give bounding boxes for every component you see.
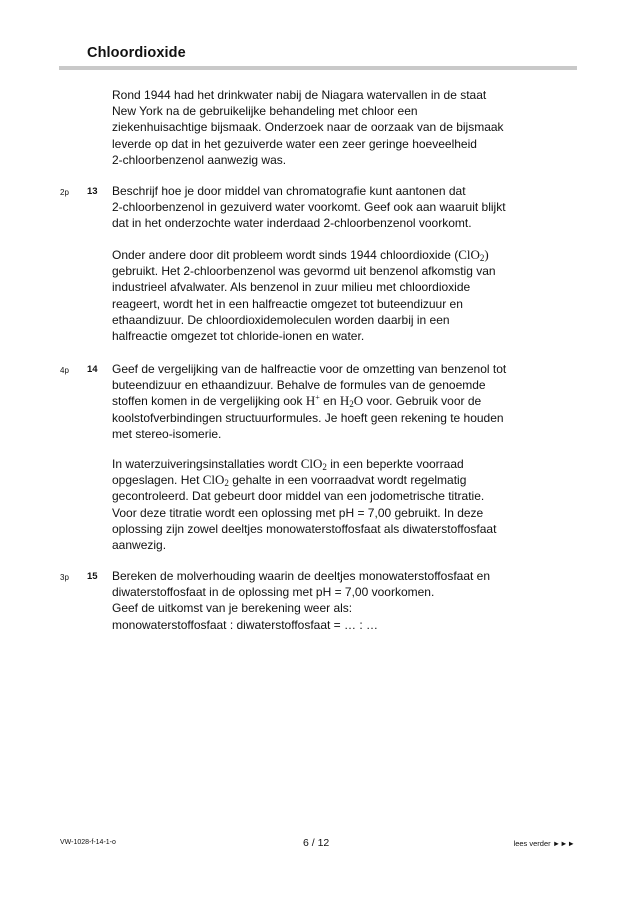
question-14-text: [112, 361, 572, 442]
text-fragment: In waterzuiveringsinstallaties wordt: [112, 457, 301, 471]
text-fragment: in een beperkte voorraad: [326, 457, 464, 471]
formula-h2o: [340, 393, 363, 408]
text-fragment: voor. Gebruik voor de: [363, 394, 482, 409]
text-fragment: gehalte in een voorraadvat wordt regelmatig: [228, 473, 467, 488]
text-line: industrieel afvalwater. Als benzenol in zuur milieu met chloordioxide: [112, 280, 471, 295]
text-line: leverde op dat in het gezuiverde water een zeer geringe hoeveelheid: [112, 136, 477, 151]
text-line: [112, 393, 572, 409]
text-fragment: stoffen komen in de vergelijking ook: [112, 394, 306, 409]
text-line: halfreactie omgezet tot chloride-ionen en water.: [112, 329, 365, 344]
text-line: koolstofverbindingen structuurformules. Je hoeft geen rekening te houden: [112, 410, 504, 425]
formula-text: ClO: [458, 247, 480, 262]
formula-superscript: +: [315, 393, 320, 403]
formula-subscript: 2: [349, 399, 354, 410]
page-number: 6 / 12: [303, 837, 330, 849]
text-line: monowaterstoffosfaat : diwaterstoffosfaat = … : …: [112, 617, 379, 632]
formula-clo2: [203, 472, 229, 487]
text-line: [112, 472, 572, 488]
formula-h-plus: [306, 393, 320, 408]
text-line: Beschrijf hoe je door middel van chromatografie kunt aantonen dat: [112, 184, 466, 198]
formula-subscript: 2: [479, 253, 485, 263]
intro-paragraph: [112, 87, 572, 168]
text-line: [112, 456, 572, 472]
text-line: dat in het onderzochte water inderdaad 2-chloorbenzenol voorkomt.: [112, 216, 472, 231]
context-paragraph-waterzuivering: [112, 456, 572, 553]
text-line: Bereken de molverhouding waarin de deeltjes monowaterstoffosfaat en: [112, 569, 491, 583]
question-14-number: 14: [87, 364, 98, 375]
question-13-text: [112, 183, 572, 232]
text-line: ziekenhuisachtige bijsmaak. Onderzoek naar de oorzaak van de bijsmaak: [112, 120, 504, 135]
text-line: diwaterstoffosfaat in de oplossing met pH = 7,00 voorkomen.: [112, 585, 435, 600]
text-line: gebruikt. Het 2-chloorbenzenol was gevormd uit benzenol afkomstig van: [112, 264, 496, 279]
question-15-points: 3p: [60, 573, 69, 582]
text-line: Geef de uitkomst van je berekening weer als:: [112, 601, 353, 616]
formula-clo2: [458, 247, 489, 262]
text-line: gecontroleerd. Dat gebeurt door middel van een jodometrische titratie.: [112, 489, 485, 504]
text-line: [112, 247, 572, 263]
text-line: reageert, wordt het in een halfreactie omgezet tot buteendizuur en: [112, 296, 463, 311]
formula-subscript: 2: [322, 462, 327, 472]
text-fragment: Onder andere door dit probleem wordt sinds 1944 chloordioxide (: [112, 248, 459, 262]
formula-clo2: [301, 456, 327, 471]
text-fragment: en: [319, 394, 340, 409]
formula-text: O: [353, 393, 364, 409]
page-title: Chloordioxide: [87, 45, 186, 61]
question-13-number: 13: [87, 186, 98, 197]
continue-indicator: lees verder ►►►: [513, 839, 575, 848]
formula-text: ClO: [202, 472, 225, 488]
formula-text: H: [305, 393, 316, 409]
text-fragment: opgeslagen. Het: [112, 473, 203, 488]
text-line: 2-chloorbenzenol aanwezig was.: [112, 152, 287, 167]
header-divider: [59, 66, 577, 70]
text-line: 2-chloorbenzenol in gezuiverd water voorkomt. Geef ook aan waaruit blijkt: [112, 200, 506, 215]
formula-text: ClO: [300, 456, 323, 471]
text-line: Rond 1944 had het drinkwater nabij de Niagara watervallen in de staat: [112, 88, 487, 102]
text-line: ethaandizuur. De chloordioxidemoleculen worden daarbij in een: [112, 312, 450, 327]
text-line: Voor deze titratie wordt een oplossing met pH = 7,00 gebruikt. In deze: [112, 505, 484, 520]
text-line: aanwezig.: [112, 538, 167, 553]
question-15-number: 15: [87, 571, 98, 582]
text-line: Geef de vergelijking van de halfreactie voor de omzetting van benzenol tot: [112, 362, 507, 376]
exam-code: VW-1028-f-14-1-o: [60, 839, 116, 846]
question-13-points: 2p: [60, 188, 69, 197]
text-line: met stereo-isomerie.: [112, 426, 222, 441]
formula-text: H: [339, 393, 350, 409]
context-paragraph-chloordioxide: [112, 247, 572, 344]
formula-text: ): [484, 247, 489, 262]
question-14-points: 4p: [60, 366, 69, 375]
text-line: New York na de gebruikelijke behandeling met chloor een: [112, 104, 418, 119]
formula-subscript: 2: [224, 478, 229, 489]
question-15-text: [112, 568, 572, 633]
text-line: oplossing zijn zowel deeltjes monowaterstoffosfaat als diwaterstoffosfaat: [112, 521, 497, 536]
text-line: buteendizuur en ethaandizuur. Behalve de formules van de genoemde: [112, 378, 486, 393]
